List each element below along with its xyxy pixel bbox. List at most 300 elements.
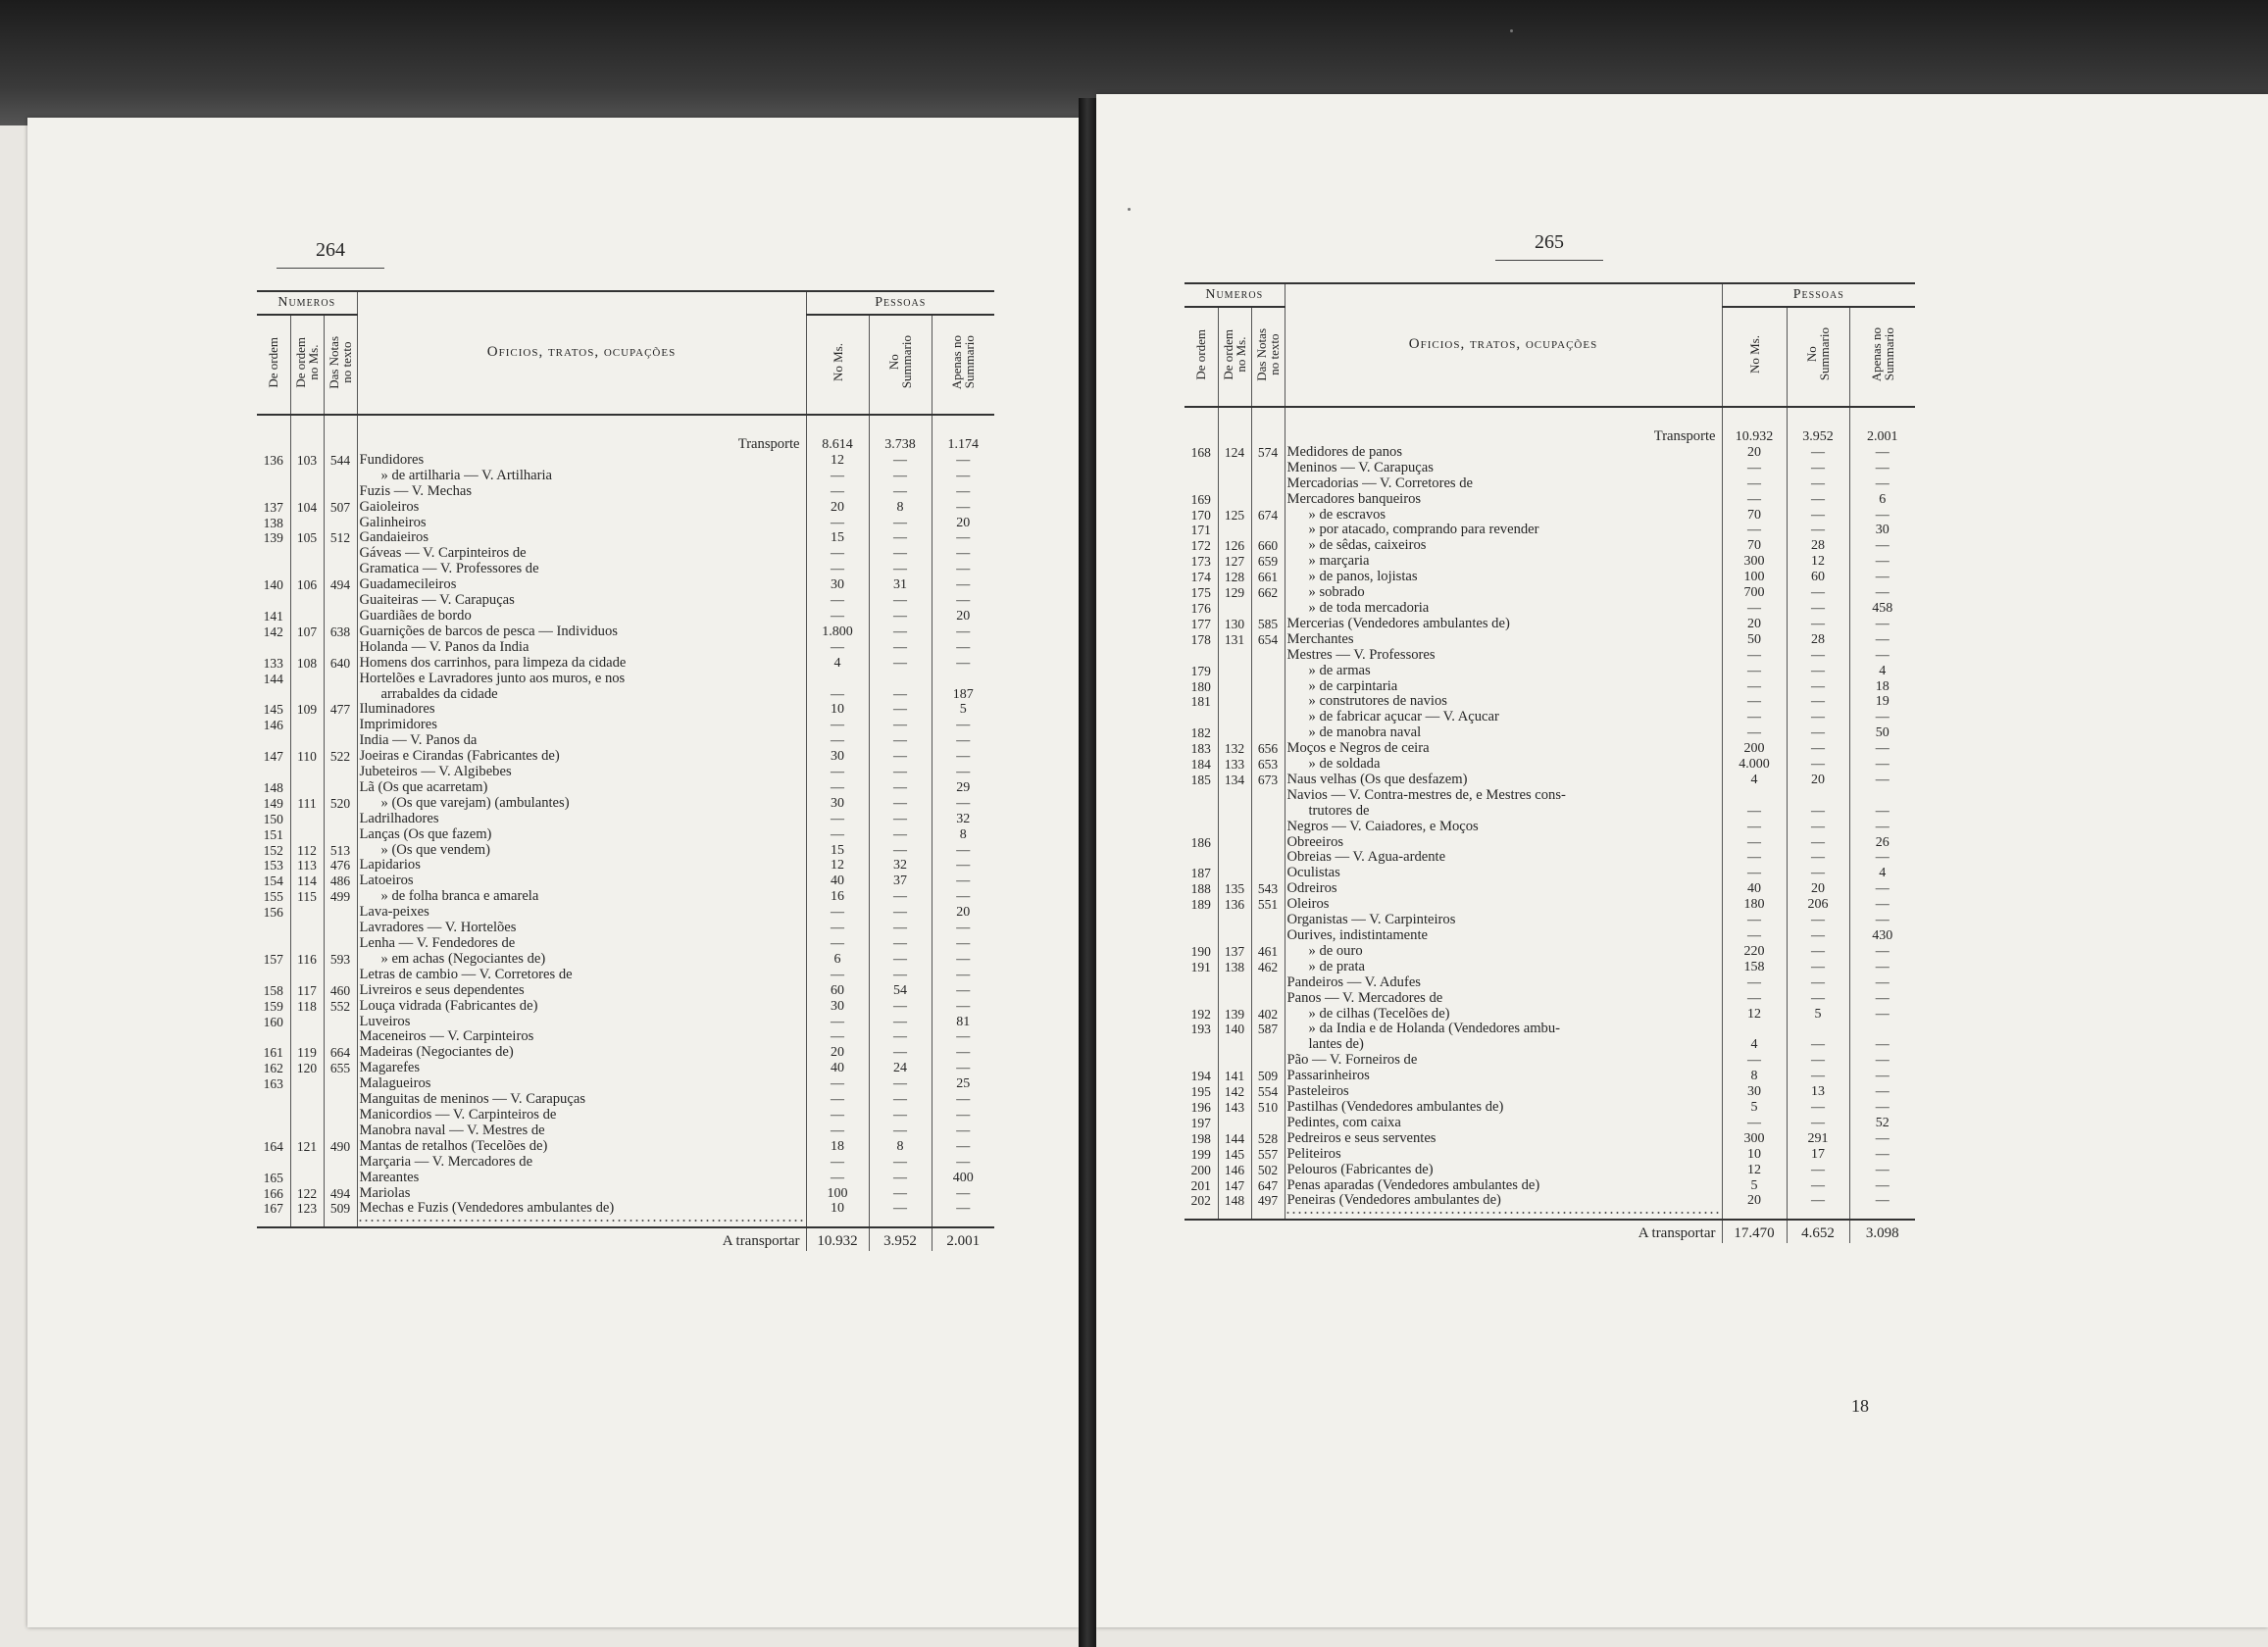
no-summario-value: —	[869, 796, 932, 812]
table-row	[1184, 523, 1915, 538]
no-summario-value: —	[869, 827, 932, 843]
ordem-number	[257, 1123, 290, 1139]
no-summario-value: —	[869, 687, 932, 703]
table-row	[257, 609, 994, 624]
ordem-number: 181	[1184, 694, 1218, 710]
occupation-name: Galinheiros	[357, 516, 806, 531]
no-summario-value: —	[869, 1186, 932, 1202]
apenas-summario-value: 19	[1875, 694, 1890, 710]
no-summario-value: —	[869, 453, 932, 469]
no-ms-value: 40	[806, 1061, 869, 1076]
no-ms-value: —	[1722, 1116, 1787, 1131]
no-summario-value: —	[869, 1015, 932, 1030]
apenas-summario-value: —	[1875, 647, 1890, 663]
ordem-number: 195	[1184, 1084, 1218, 1100]
occupation-name: » de escravos	[1285, 508, 1722, 524]
occupation-name: Letras de cambio — V. Corretores de	[357, 968, 806, 983]
transporte-row	[1184, 407, 1915, 445]
occupation-name: Mercadores banqueiros	[1285, 492, 1722, 508]
table-row	[1184, 850, 1915, 866]
no-ms-value: 16	[806, 889, 869, 905]
apenas-summario-value: —	[956, 1123, 971, 1138]
ordem-ms-number: 112	[290, 843, 324, 859]
no-summario-value: —	[869, 609, 932, 624]
no-summario-value: —	[869, 1201, 932, 1227]
table-row	[1184, 554, 1915, 570]
no-summario-value: —	[1787, 508, 1849, 524]
no-ms-value: —	[806, 562, 869, 577]
no-summario-value: 17	[1787, 1147, 1849, 1163]
apenas-summario-value: —	[956, 1061, 971, 1076]
ordem-ms-number: 117	[290, 983, 324, 999]
occupation-name: Obreeiros	[1285, 835, 1722, 851]
ordem-ms-number: 114	[290, 873, 324, 889]
col-header-ordem: De ordem	[257, 315, 290, 415]
ordem-number: 170	[1184, 508, 1218, 524]
no-summario-value: 206	[1787, 897, 1849, 913]
no-summario-value: —	[869, 1108, 932, 1123]
notas-number	[324, 1015, 357, 1030]
occupation-name: Fuzis — V. Mechas	[357, 484, 806, 500]
a-transportar-no-ms: 10.932	[806, 1227, 869, 1251]
notas-number: 512	[324, 530, 357, 546]
apenas-summario-value: —	[1875, 819, 1890, 834]
transporte-apenas: 1.174	[947, 437, 980, 452]
no-ms-value: 70	[1722, 508, 1787, 524]
ordem-number: 199	[1184, 1147, 1218, 1163]
no-ms-value: —	[806, 1171, 869, 1186]
no-ms-value: 100	[806, 1186, 869, 1202]
notas-number	[324, 516, 357, 531]
ordem-number	[257, 765, 290, 780]
occupation-name: Magarefes	[357, 1061, 806, 1076]
table-row	[1184, 835, 1915, 851]
no-summario-value: 54	[869, 983, 932, 999]
page-number-left: 264	[272, 239, 389, 269]
occupation-name: Naus velhas (Os que desfazem)	[1285, 773, 1722, 788]
no-summario-value: —	[869, 530, 932, 546]
no-summario-value: 32	[869, 858, 932, 873]
ordem-number: 191	[1184, 960, 1218, 975]
ordem-number: 139	[257, 530, 290, 546]
table-row	[257, 562, 994, 577]
occupation-name: Guadamecileiros	[357, 577, 806, 593]
ordem-ms-number	[1218, 664, 1251, 679]
no-summario-value: —	[869, 905, 932, 921]
no-summario-value: 20	[1787, 773, 1849, 788]
ordem-ms-number: 124	[1218, 445, 1251, 461]
no-summario-value: —	[1787, 601, 1849, 617]
notas-number	[1251, 820, 1285, 835]
no-ms-value: —	[1722, 601, 1787, 617]
occupation-name: Mariolas	[357, 1186, 806, 1202]
col-header-ordem-ms: De ordem no Ms.	[1218, 307, 1251, 407]
table-row	[257, 469, 994, 484]
no-ms-value	[1722, 788, 1787, 804]
ordem-ms-number: 141	[1218, 1069, 1251, 1084]
no-ms-value: —	[1722, 694, 1787, 710]
ordem-number: 161	[257, 1045, 290, 1061]
occupation-name: » de cilhas (Tecelões de)	[1285, 1007, 1722, 1023]
no-ms-value: —	[806, 484, 869, 500]
ordem-number	[1184, 788, 1218, 804]
ordem-number: 165	[257, 1171, 290, 1186]
col-header-no-summario: No Summario	[1787, 307, 1849, 407]
notas-number: 520	[324, 796, 357, 812]
ordem-ms-number	[1218, 1037, 1251, 1053]
ordem-number: 184	[1184, 757, 1218, 773]
table-row	[257, 1155, 994, 1171]
no-summario-value: —	[1787, 492, 1849, 508]
notas-number	[1251, 928, 1285, 944]
no-ms-value: —	[806, 780, 869, 796]
no-ms-value: 12	[1722, 1007, 1787, 1023]
ordem-number: 166	[257, 1186, 290, 1202]
occupation-name: Latoeiros	[357, 873, 806, 889]
notas-number: 593	[324, 952, 357, 968]
notas-number	[1251, 835, 1285, 851]
apenas-summario-value: —	[956, 1154, 971, 1170]
no-ms-value: 20	[806, 1045, 869, 1061]
no-ms-value: 200	[1722, 741, 1787, 757]
ordem-number: 185	[1184, 773, 1218, 788]
no-ms-value: 10	[1722, 1147, 1787, 1163]
apenas-summario-value: —	[1875, 444, 1890, 460]
ordem-ms-number: 107	[290, 624, 324, 640]
occupation-name: Pedreiros e seus serventes	[1285, 1131, 1722, 1147]
notas-number	[324, 609, 357, 624]
apenas-summario-value: —	[1875, 1006, 1890, 1022]
ordem-number: 169	[1184, 492, 1218, 508]
no-summario-value: —	[1787, 1163, 1849, 1178]
table-row	[257, 453, 994, 469]
occupation-name: Peneiras (Vendedores ambulantes de)	[1285, 1193, 1722, 1220]
apenas-summario-value: —	[956, 921, 971, 936]
transporte-no-ms: 8.614	[806, 415, 869, 453]
apenas-summario-value: —	[956, 1029, 971, 1045]
table-row	[257, 733, 994, 749]
ordem-number: 171	[1184, 523, 1218, 538]
apenas-summario-value: —	[1875, 1037, 1890, 1053]
ordem-number: 196	[1184, 1100, 1218, 1116]
table-row	[257, 1201, 994, 1227]
ordem-number	[1184, 1053, 1218, 1069]
ordem-number: 149	[257, 796, 290, 812]
ordem-number	[257, 484, 290, 500]
apenas-summario-value	[1849, 1022, 1915, 1037]
apenas-summario-value: 18	[1875, 678, 1890, 694]
notas-number: 659	[1251, 554, 1285, 570]
notas-number	[1251, 664, 1285, 679]
notas-number: 476	[324, 858, 357, 873]
ordem-ms-number	[1218, 694, 1251, 710]
notas-number	[324, 1076, 357, 1092]
no-summario-value: —	[1787, 835, 1849, 851]
no-summario-value: —	[1787, 975, 1849, 991]
apenas-summario-value: —	[956, 858, 971, 873]
notas-number	[324, 562, 357, 577]
apenas-summario-value: —	[1875, 943, 1890, 959]
a-transportar-label: A transportar	[357, 1227, 806, 1251]
occupation-name: Manguitas de meninos — V. Carapuças	[357, 1092, 806, 1108]
no-summario-value: —	[1787, 1178, 1849, 1194]
table-row	[1184, 881, 1915, 897]
no-ms-value: 4	[806, 656, 869, 672]
ordem-ms-number: 143	[1218, 1100, 1251, 1116]
no-ms-value: —	[806, 1108, 869, 1123]
occupation-name: Malagueiros	[357, 1076, 806, 1092]
occupation-name: Penas aparadas (Vendedores ambulantes de)	[1285, 1178, 1722, 1194]
notas-number: 494	[324, 1186, 357, 1202]
table-row	[1184, 788, 1915, 804]
notas-number	[324, 1123, 357, 1139]
apenas-summario-value: —	[956, 546, 971, 562]
transporte-no-summario: 3.738	[869, 415, 932, 453]
ordem-number: 148	[257, 780, 290, 796]
a-transportar-row	[1184, 1220, 1915, 1243]
apenas-summario-value: —	[956, 639, 971, 655]
ordem-number: 178	[1184, 632, 1218, 648]
no-summario-value: —	[869, 516, 932, 531]
apenas-summario-value: 458	[1872, 600, 1893, 616]
no-summario-value: 5	[1787, 1007, 1849, 1023]
no-summario-value: —	[869, 624, 932, 640]
no-summario-value: —	[1787, 523, 1849, 538]
ordem-ms-number: 113	[290, 858, 324, 873]
apenas-summario-value: 4	[1879, 663, 1887, 678]
no-ms-value: —	[1722, 991, 1787, 1007]
table-row	[1184, 710, 1915, 725]
ordem-ms-number	[290, 1123, 324, 1139]
table-row	[257, 873, 994, 889]
apenas-summario-value: —	[1875, 538, 1890, 554]
no-summario-value: —	[1787, 1053, 1849, 1069]
no-ms-value: —	[1722, 476, 1787, 492]
apenas-summario-value: —	[956, 936, 971, 951]
no-ms-value: —	[806, 687, 869, 703]
notas-number: 557	[1251, 1147, 1285, 1163]
occupation-name: arrabaldes da cidade	[357, 687, 806, 703]
no-ms-value: —	[806, 1123, 869, 1139]
occupation-name: Imprimidores	[357, 718, 806, 733]
notas-number	[1251, 788, 1285, 804]
notas-number: 574	[1251, 445, 1285, 461]
ordem-ms-number: 137	[1218, 944, 1251, 960]
table-row	[1184, 679, 1915, 695]
apenas-summario-value: —	[1875, 803, 1890, 819]
notas-number	[324, 1108, 357, 1123]
notas-number: 640	[324, 656, 357, 672]
ordem-ms-number	[1218, 710, 1251, 725]
no-ms-value: 20	[1722, 1193, 1787, 1220]
no-summario-value: 28	[1787, 538, 1849, 554]
table-row	[1184, 664, 1915, 679]
table-row	[257, 765, 994, 780]
table-row	[1184, 648, 1915, 664]
no-ms-value: 10	[806, 1201, 869, 1227]
no-summario-value: —	[869, 1076, 932, 1092]
notas-number	[324, 968, 357, 983]
no-ms-value: —	[806, 968, 869, 983]
notas-number	[324, 905, 357, 921]
apenas-summario-value: —	[1875, 772, 1890, 787]
notas-number	[1251, 1053, 1285, 1069]
no-summario-value: —	[869, 765, 932, 780]
occupation-name: Pasteleiros	[1285, 1084, 1722, 1100]
ordem-ms-number: 116	[290, 952, 324, 968]
ordem-number: 163	[257, 1076, 290, 1092]
apenas-summario-value: —	[1875, 1146, 1890, 1162]
no-ms-value: —	[1722, 913, 1787, 928]
ordem-number	[257, 733, 290, 749]
table-row	[257, 672, 994, 687]
ordem-ms-number	[290, 905, 324, 921]
printer-signature-mark: 18	[1851, 1396, 1869, 1416]
notas-number: 662	[1251, 585, 1285, 601]
no-summario-value: —	[869, 1155, 932, 1171]
no-summario-value	[1787, 788, 1849, 804]
book-gutter	[1079, 98, 1096, 1647]
ordem-number	[1184, 975, 1218, 991]
no-ms-value: 220	[1722, 944, 1787, 960]
ordem-number: 182	[1184, 725, 1218, 741]
occupation-name: Gaioleiros	[357, 500, 806, 516]
ordem-ms-number	[290, 765, 324, 780]
table-row	[1184, 1147, 1915, 1163]
table-row	[1184, 492, 1915, 508]
apenas-summario-value: —	[956, 795, 971, 811]
notas-number: 661	[1251, 570, 1285, 585]
apenas-summario-value: —	[1875, 1177, 1890, 1193]
no-ms-value: —	[806, 812, 869, 827]
ordem-ms-number: 146	[1218, 1163, 1251, 1178]
table-row	[257, 500, 994, 516]
notas-number	[324, 780, 357, 796]
apenas-summario-value	[932, 672, 994, 687]
no-ms-value: 20	[806, 500, 869, 516]
table-row	[257, 812, 994, 827]
numeros-group-header: Numeros	[257, 291, 357, 315]
no-ms-value: 5	[1722, 1100, 1787, 1116]
notas-number	[1251, 913, 1285, 928]
no-summario-value: —	[1787, 1100, 1849, 1116]
table-row	[1184, 1053, 1915, 1069]
ordem-ms-number: 104	[290, 500, 324, 516]
occupation-name: Obreias — V. Agua-ardente	[1285, 850, 1722, 866]
ordem-ms-number	[290, 1015, 324, 1030]
no-summario-value: —	[1787, 585, 1849, 601]
col-header-apenas-summario: Apenas no Summario	[1849, 307, 1915, 407]
no-ms-value: —	[806, 1076, 869, 1092]
notas-number	[1251, 461, 1285, 476]
ordem-number: 137	[257, 500, 290, 516]
no-summario-value: —	[1787, 820, 1849, 835]
no-summario-value: —	[869, 656, 932, 672]
ordem-number: 146	[257, 718, 290, 733]
ordem-ms-number: 127	[1218, 554, 1251, 570]
table-row	[257, 827, 994, 843]
ordem-ms-number	[290, 968, 324, 983]
apenas-summario-value: —	[956, 562, 971, 577]
no-ms-value: —	[1722, 492, 1787, 508]
no-summario-value: —	[1787, 1069, 1849, 1084]
table-row	[257, 1029, 994, 1045]
notas-number	[1251, 1037, 1285, 1053]
no-ms-value: —	[806, 1092, 869, 1108]
no-ms-value: 15	[806, 530, 869, 546]
ordem-number: 162	[257, 1061, 290, 1076]
notas-number: 494	[324, 577, 357, 593]
no-ms-value: —	[806, 609, 869, 624]
ordem-ms-number	[290, 687, 324, 703]
occupation-name: » (Os que varejam) (ambulantes)	[357, 796, 806, 812]
ordem-ms-number	[1218, 461, 1251, 476]
occupation-name: Organistas — V. Carpinteiros	[1285, 913, 1722, 928]
table-row	[257, 516, 994, 531]
ordem-ms-number	[290, 780, 324, 796]
apenas-summario-value: 8	[959, 826, 967, 842]
table-row	[257, 780, 994, 796]
ordem-ms-number	[290, 921, 324, 936]
apenas-summario-value: 20	[956, 608, 971, 624]
occupation-name: » de sêdas, caixeiros	[1285, 538, 1722, 554]
ordem-number: 155	[257, 889, 290, 905]
ordem-number	[257, 687, 290, 703]
table-row	[257, 1123, 994, 1139]
occupation-name: Livreiros e seus dependentes	[357, 983, 806, 999]
table-row	[1184, 757, 1915, 773]
occupation-name: Mercerias (Vendedores ambulantes de)	[1285, 617, 1722, 632]
apenas-summario-value: —	[956, 655, 971, 671]
numeros-group-header: Numeros	[1184, 283, 1285, 307]
no-summario-value: —	[1787, 944, 1849, 960]
table-row	[1184, 585, 1915, 601]
occupation-name: Guarnições de barcos de pesca — Individuos	[357, 624, 806, 640]
ordem-ms-number	[1218, 476, 1251, 492]
ordem-number	[1184, 820, 1218, 835]
no-summario-value: —	[869, 702, 932, 718]
a-transportar-apenas: 3.098	[1849, 1220, 1915, 1243]
ordem-number: 183	[1184, 741, 1218, 757]
notas-number	[324, 921, 357, 936]
no-ms-value: —	[806, 765, 869, 780]
notas-number: 552	[324, 999, 357, 1015]
notas-number: 507	[324, 500, 357, 516]
occupation-name: Odreiros	[1285, 881, 1722, 897]
table-row	[257, 687, 994, 703]
apenas-summario-value: —	[1875, 585, 1890, 601]
notas-number: 655	[324, 1061, 357, 1076]
ordem-number: 173	[1184, 554, 1218, 570]
table-row	[1184, 1178, 1915, 1194]
ordem-number: 197	[1184, 1116, 1218, 1131]
notas-number: 674	[1251, 508, 1285, 524]
no-ms-value: 20	[1722, 617, 1787, 632]
occupation-name: Medidores de panos	[1285, 445, 1722, 461]
notas-number	[324, 687, 357, 703]
ordem-ms-number	[290, 718, 324, 733]
no-ms-value: 30	[806, 577, 869, 593]
notas-number: 402	[1251, 1007, 1285, 1023]
ordem-number: 151	[257, 827, 290, 843]
table-row	[257, 1186, 994, 1202]
apenas-summario-value: 6	[1879, 491, 1887, 507]
no-ms-value: 12	[806, 453, 869, 469]
no-summario-value: —	[1787, 991, 1849, 1007]
apenas-summario-value: —	[1875, 1053, 1890, 1069]
table-row	[257, 1015, 994, 1030]
occupation-name: » de folha branca e amarela	[357, 889, 806, 905]
